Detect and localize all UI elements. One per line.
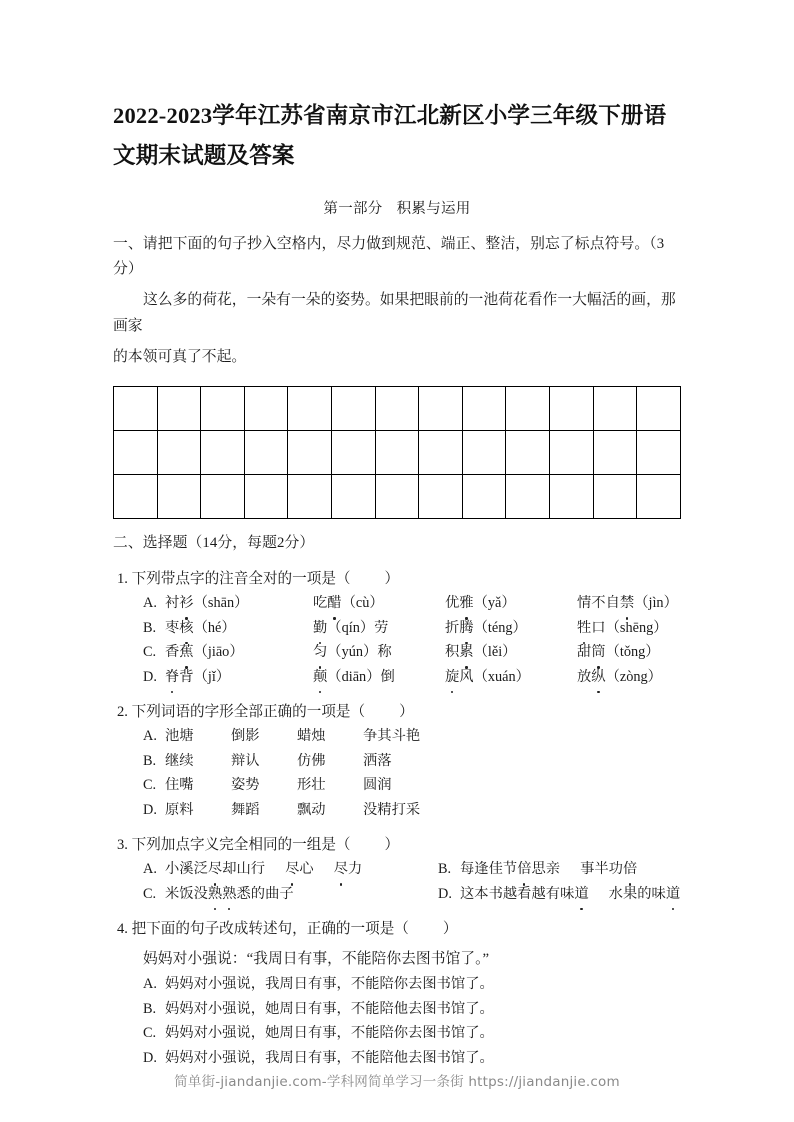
option-text: 背（jǐ） [179,668,231,685]
writing-grid-cell[interactable] [419,387,463,431]
option-text: （yún）称 [327,644,392,660]
option-item [445,591,577,616]
option-label: A. [143,728,157,744]
question-3 [113,833,681,906]
option-item [445,616,577,641]
question-2-number: 2. [117,704,128,720]
option-item [313,591,445,616]
option-text: 衬 [165,595,180,611]
question-3-options [113,857,681,906]
part-one-name: 积累与运用 [396,201,471,217]
writing-grid-cell[interactable] [201,387,245,431]
writing-grid-cell[interactable] [375,387,419,431]
writing-grid-cell[interactable] [550,475,594,519]
option-word: 飘动 [297,801,326,818]
writing-grid-cell[interactable] [332,475,376,519]
option-row[interactable] [113,798,681,823]
writing-grid-cell[interactable] [419,431,463,475]
emphasis-dot-char: 匀 [313,640,327,665]
option-label: A. [143,861,157,877]
writing-grid-cell[interactable] [157,387,201,431]
question-4-options [113,972,681,1070]
emphasis-dot-char: 尽 [334,857,348,882]
option-row[interactable] [113,882,681,907]
emphasis-dot-char: 脊 [165,665,179,690]
option-item [577,665,707,690]
option-text: （cù） [341,595,384,611]
option-word: 仿佛 [297,752,326,769]
question-1-options [113,591,681,689]
option-label: A. [143,976,157,992]
emphasis-dot-char: 勤 [313,616,327,641]
emphasis-dot-char: 颠 [313,665,327,690]
question-2-text: 下列词语的字形全部正确的一项是（ [131,704,366,720]
writing-grid-cell[interactable] [244,431,288,475]
option-text: （zòng） [605,668,662,685]
option-row[interactable] [113,773,681,798]
option-item [165,640,313,665]
option-item [577,640,707,665]
question-1 [113,567,681,689]
writing-grid-cell[interactable] [462,475,506,519]
option-word: 辩认 [231,752,260,769]
question-2-options [113,724,681,822]
option-label: C. [143,885,157,902]
option-text: 却山行 [222,861,266,877]
emphasis-dot-char: 筒 [591,640,605,665]
option-text: 米饭没 [165,885,208,902]
question-4-stem-close: ） [442,921,458,937]
option-row[interactable] [113,972,681,997]
writing-grid-cell[interactable] [506,431,550,475]
option-word: 继续 [165,752,194,769]
writing-grid-cell[interactable] [244,387,288,431]
question-2-stem-close: ） [399,704,414,720]
section-one-heading: 一、请把下面的句子抄入空格内，尽力做到规范、端正、整洁，别忘了标点符号。（3分） [113,236,665,277]
emphasis-dot-char: 尽 [208,857,222,882]
option-text: 悉的曲子 [236,885,294,902]
option-text: 折 [445,619,460,636]
writing-grid-row [114,475,681,519]
option-row[interactable] [113,1021,681,1046]
emphasis-dot-char: 雅 [459,591,473,616]
question-3-text: 下列加点字义完全相同的一组是（ [131,837,351,853]
option-text: （shān） [193,595,249,611]
option-label: B. [143,619,157,636]
writing-grid-wrapper [113,386,681,519]
emphasis-dot-char: 倍 [623,857,637,882]
option-word: 倒影 [231,728,260,744]
option-label: C. [143,1025,157,1041]
emphasis-dot-char: 道 [574,882,588,907]
writing-grid-cell[interactable] [462,387,506,431]
writing-grid-cell[interactable] [593,475,637,519]
option-text: 妈妈对小强说，她周日有事，不能陪你去图书馆了。 [165,1025,494,1041]
option-row[interactable] [113,640,681,665]
question-3-number: 3. [117,837,128,853]
option-label: D. [143,668,157,685]
option-text: 水果的味 [608,885,666,902]
writing-grid-cell[interactable] [114,387,158,431]
option-item [438,882,733,907]
option-text: （téng） [473,619,527,636]
writing-grid-cell[interactable] [550,387,594,431]
option-text: 香 [165,644,180,660]
option-text: （diān）倒 [327,668,395,685]
writing-grid-cell[interactable] [332,387,376,431]
option-text: 放 [577,668,592,685]
option-row[interactable] [113,616,681,641]
emphasis-dot-char: 醋 [327,591,341,616]
option-text: （lěi） [473,644,517,660]
emphasis-dot-char: 尽 [285,857,299,882]
option-word: 圆润 [363,777,392,793]
question-1-stem-close: ） [384,571,400,587]
option-word: 争其斗艳 [363,728,421,744]
emphasis-dot-char: 累 [459,640,473,665]
emphasis-dot-char: 纵 [591,665,605,690]
emphasis-dot-char: 蕉 [179,640,193,665]
writing-grid[interactable] [113,386,681,519]
question-4-stem [113,917,681,941]
option-row[interactable] [113,724,681,749]
footer-watermark: 简单街-jiandanjie.com-学科网简单学习一条街 https://jiandanjie.com [174,1074,620,1090]
writing-grid-row [114,431,681,475]
option-text: 积 [445,644,460,660]
page-content [113,96,681,1070]
writing-grid-cell[interactable] [506,387,550,431]
option-word: 原料 [165,801,194,818]
option-text: （jiāo） [193,644,244,660]
option-label: D. [438,885,452,902]
option-item [313,665,445,690]
writing-grid-cell[interactable] [114,475,158,519]
option-label: C. [143,777,157,793]
option-item [165,616,313,641]
option-text: 优 [445,595,460,611]
page-title: 2022-2023学年江苏省南京市江北新区小学三年级下册语文期末试题及答案 [113,103,667,168]
emphasis-dot-char: 道 [666,882,680,907]
emphasis-dot-char: 熟 [208,882,222,907]
writing-grid-cell[interactable] [593,431,637,475]
option-text: （hé） [193,619,236,636]
option-label: A. [143,595,157,611]
writing-grid-cell[interactable] [637,387,681,431]
writing-grid-cell[interactable] [375,475,419,519]
option-text: 思亲 [531,861,561,877]
option-row[interactable] [113,665,681,690]
writing-grid-cell[interactable] [375,431,419,475]
option-row[interactable] [113,591,681,616]
option-text: （tǒng） [605,644,660,660]
writing-grid-cell[interactable] [114,431,158,475]
option-text: 枣 [165,619,180,636]
option-text: 妈妈对小强说，她周日有事，不能陪他去图书馆了。 [165,1000,494,1017]
option-text: 这本书越看越有味 [460,885,575,902]
question-3-stem [113,833,681,857]
writing-grid-cell[interactable] [157,431,201,475]
option-word: 没精打采 [363,801,421,818]
question-2 [113,700,681,822]
option-item [577,591,707,616]
option-label: C. [143,644,157,660]
option-row[interactable] [113,857,681,882]
option-text: 力 [347,861,363,877]
section-one-passage-line1: 这么多的荷花，一朵有一朵的姿势。如果把眼前的一池荷花看作一大幅活的画，那画家 [113,292,676,334]
question-1-number: 1. [117,571,128,587]
section-two-heading: 二、选择题（14分，每题2分） [113,535,315,551]
question-4-quote: 妈妈对小强说：“我周日有事，不能陪你去图书馆了。” [143,951,490,967]
writing-grid-cell[interactable] [201,431,245,475]
emphasis-dot-char: 熟 [222,882,236,907]
writing-grid-row [114,387,681,431]
option-text: 事半功 [580,861,623,877]
option-row[interactable] [113,1046,681,1071]
writing-grid-cell[interactable] [637,475,681,519]
option-word: 形壮 [297,777,326,793]
emphasis-dot-char: 禁 [620,591,634,616]
option-text: （qín）劳 [327,619,389,636]
question-4-text: 把下面的句子改成转述句，正确的一项是（ [131,921,409,937]
option-word: 姿势 [231,777,260,793]
writing-grid-cell[interactable] [506,475,550,519]
option-label: D. [143,1049,157,1066]
option-text: 吃 [313,595,328,611]
option-label: B. [143,752,157,769]
option-text: 每逢佳节 [460,861,518,877]
option-word: 住嘴 [165,777,194,793]
option-text: 妈妈对小强说，我周日有事，不能陪你去图书馆了。 [165,976,494,992]
option-text: 口（shēng） [591,619,668,636]
option-item [313,640,445,665]
question-1-stem [113,567,681,591]
option-row[interactable] [113,997,681,1022]
writing-grid-cell[interactable] [201,475,245,519]
option-text: 小溪泛 [165,861,208,877]
question-3-stem-close: ） [384,837,400,853]
writing-grid-cell[interactable] [288,431,332,475]
option-text: 心 [299,861,314,877]
option-word: 洒落 [363,752,392,769]
option-word: 蜡烛 [297,728,326,744]
writing-grid-cell[interactable] [157,475,201,519]
question-4 [113,917,681,1070]
writing-grid-cell[interactable] [550,431,594,475]
option-item [577,616,707,641]
option-item [165,591,313,616]
writing-grid-cell[interactable] [288,475,332,519]
emphasis-dot-char: 衫 [179,591,193,616]
option-item [445,640,577,665]
part-one-label: 第一部分 [323,201,383,217]
writing-grid-cell[interactable] [462,431,506,475]
writing-grid-cell[interactable] [419,475,463,519]
emphasis-dot-char: 腾 [459,616,473,641]
option-text: 情不自 [577,595,620,611]
option-item [143,857,438,882]
emphasis-dot-char: 旋 [445,665,459,690]
section-one-passage-line2: 的本领可真了不起。 [113,349,247,365]
option-text: （yǎ） [473,595,516,611]
option-text: 甜 [577,644,592,660]
writing-grid-cell[interactable] [637,431,681,475]
option-label: B. [143,1000,157,1017]
writing-grid-cell[interactable] [244,475,288,519]
writing-grid-cell[interactable] [593,387,637,431]
part-one-header [113,198,681,220]
option-word: 舞蹈 [231,801,260,818]
emphasis-dot-char: 核 [179,616,193,641]
emphasis-dot-char: 倍 [517,857,531,882]
writing-grid-cell[interactable] [332,431,376,475]
writing-grid-cell[interactable] [288,387,332,431]
option-text: 妈妈对小强说，我周日有事，不能陪他去图书馆了。 [165,1049,494,1066]
option-text: （jìn） [634,595,678,611]
option-word: 池塘 [165,728,194,744]
option-row[interactable] [113,749,681,774]
option-label: D. [143,801,157,818]
option-label: B. [438,861,452,877]
option-text: 风（xuán） [459,668,530,685]
option-item [438,857,733,882]
emphasis-dot-char: 牲 [577,616,591,641]
question-4-number: 4. [117,921,128,937]
question-2-stem [113,700,681,724]
question-1-text: 下列带点字的注音全对的一项是（ [131,571,351,587]
